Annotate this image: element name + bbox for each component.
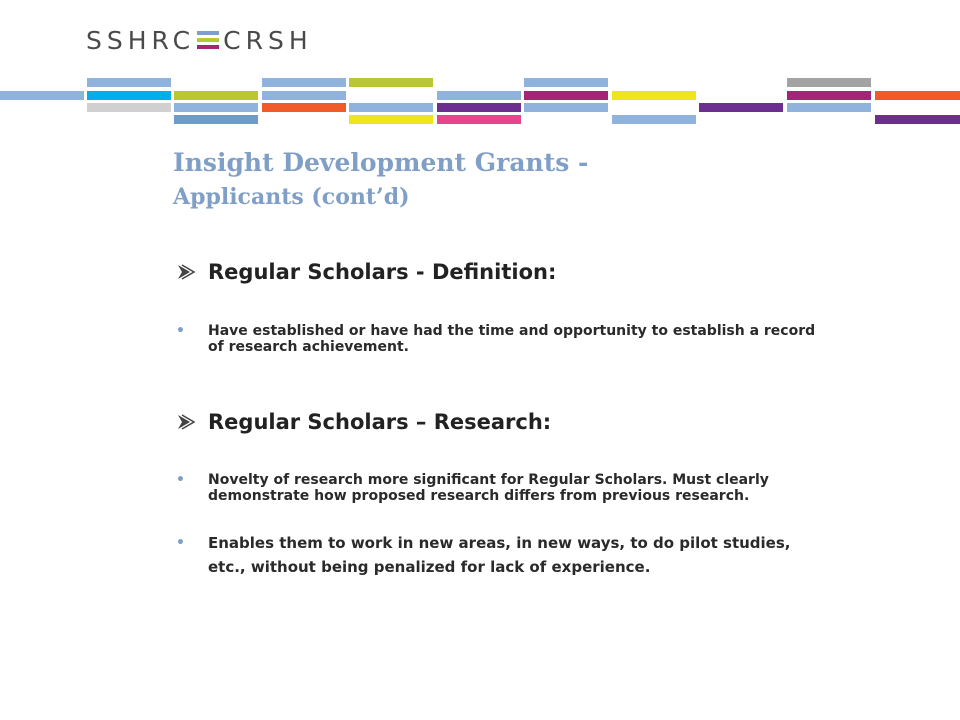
bullet-text: Enables them to work in new areas, in new ways, to do pilot studies, etc., without being penalized for lack of experience.: [208, 534, 791, 576]
section-heading-definition: [176, 260, 556, 284]
slide-title: [173, 144, 588, 212]
color-band-block: [875, 91, 960, 100]
color-band-block: [437, 115, 521, 124]
logo-stripe: [197, 45, 219, 49]
logo-stripes-icon: [197, 31, 219, 49]
color-band-block: [524, 91, 608, 100]
color-band-block: [787, 78, 871, 87]
color-band-block: [87, 78, 171, 87]
logo-right-text: CRSH: [223, 25, 313, 55]
color-band-block: [262, 91, 346, 100]
title-line-2: Applicants (cont’d): [173, 184, 410, 210]
color-band-block: [787, 103, 871, 112]
logo-stripe: [197, 31, 219, 35]
arrow-bullet-icon: [176, 262, 196, 282]
color-band-block: [0, 91, 84, 100]
color-band-block: [87, 91, 171, 100]
section-heading-text: Regular Scholars – Research:: [208, 410, 552, 434]
color-band-block: [437, 91, 521, 100]
bullet-item: [176, 472, 816, 504]
color-band-block: [524, 78, 608, 87]
logo-left-text: SSHRC: [86, 25, 196, 55]
decorative-color-band: [0, 78, 960, 126]
color-band-block: [262, 103, 346, 112]
color-band-block: [699, 103, 783, 112]
sshrc-crsh-logo: [86, 24, 313, 56]
bullet-dot: •: [176, 535, 185, 551]
color-band-block: [524, 103, 608, 112]
arrow-bullet-icon: [176, 412, 196, 432]
section-heading-text: Regular Scholars - Definition:: [208, 260, 557, 284]
bullet-text: Novelty of research more significant for Regular Scholars. Must clearly demonstrate how proposed research differs from previous research.: [208, 472, 769, 504]
bullet-dot: •: [176, 323, 185, 339]
color-band-block: [174, 103, 258, 112]
color-band-block: [87, 103, 171, 112]
color-band-block: [349, 78, 433, 87]
bullet-text: Have established or have had the time and opportunity to establish a record of research achievement.: [208, 323, 816, 355]
color-band-block: [787, 91, 871, 100]
logo-stripe: [197, 38, 219, 42]
color-band-block: [174, 91, 258, 100]
bullet-item: [176, 531, 816, 579]
color-band-block: [875, 115, 960, 124]
bullet-item: [176, 323, 816, 355]
color-band-block: [349, 115, 433, 124]
title-line-1: Insight Development Grants -: [173, 148, 589, 177]
bullet-dot: •: [176, 472, 185, 488]
color-band-block: [612, 91, 696, 100]
color-band-block: [349, 103, 433, 112]
color-band-block: [612, 115, 696, 124]
section-heading-research: [176, 410, 551, 434]
color-band-block: [437, 103, 521, 112]
color-band-block: [262, 78, 346, 87]
color-band-block: [174, 115, 258, 124]
